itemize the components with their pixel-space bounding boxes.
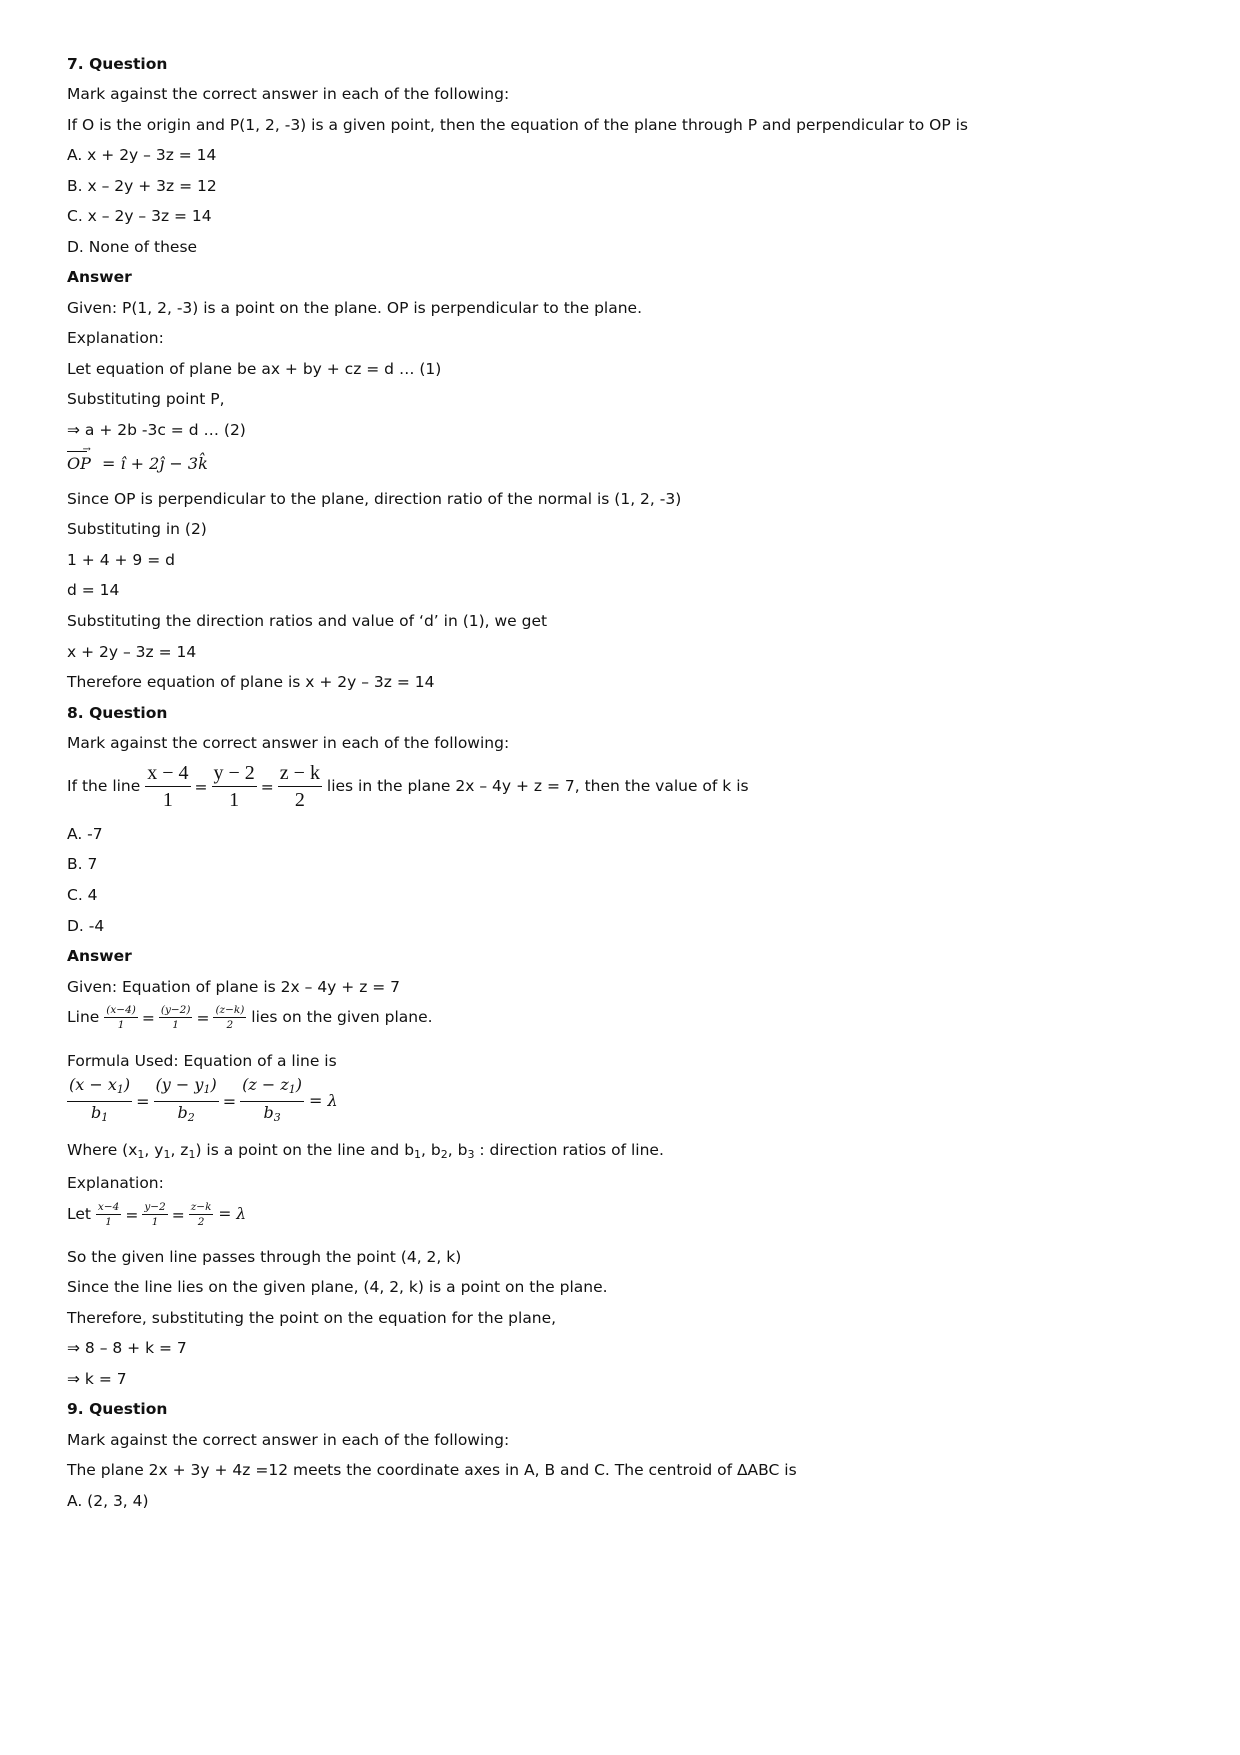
q8-step-2: Since the line lies on the given plane, (4, 2, k) is a point on the plane. bbox=[67, 1278, 608, 1296]
equals-sign: = bbox=[141, 1008, 155, 1027]
q7-vector-equation bbox=[67, 444, 208, 474]
q7-title: 7. Question bbox=[67, 55, 168, 73]
line-pre: Line bbox=[67, 1008, 100, 1026]
q8-fraction-x: $\frac{x - 4}{1}$ bbox=[147, 762, 189, 811]
q7-text: If O is the origin and P(1, 2, -3) is a given point, then the equation of the plane through P and perpendicular to OP is bbox=[67, 116, 968, 134]
line-fraction-y: $\frac{(y-2)}{1}$ bbox=[160, 1004, 191, 1031]
q8-option-d: D. -4 bbox=[67, 917, 105, 935]
q8-given: Given: Equation of plane is 2x – 4y + z = 7 bbox=[67, 978, 401, 996]
line-fraction-z: $\frac{(z-k)}{2}$ bbox=[215, 1004, 245, 1031]
q8-option-c: C. 4 bbox=[67, 886, 98, 904]
equals-sign: = bbox=[222, 1091, 237, 1111]
q7-option-a: A. x + 2y – 3z = 14 bbox=[67, 146, 217, 164]
formula-fraction-y: $\frac{(y - y_1)}{b_2}$ bbox=[155, 1075, 217, 1124]
let-fraction-z: $\frac{z-k}{2}$ bbox=[190, 1201, 212, 1228]
equals-sign: = bbox=[125, 1205, 139, 1224]
q8-step-5: ⇒ k = 7 bbox=[67, 1370, 127, 1388]
q8-text-pre: If the line bbox=[67, 777, 141, 795]
q8-option-b: B. 7 bbox=[67, 855, 98, 873]
q7-instruction: Mark against the correct answer in each of the following: bbox=[67, 85, 510, 103]
equals-sign: = bbox=[194, 777, 208, 796]
q8-answer-heading: Answer bbox=[67, 947, 132, 965]
equals-sign: = bbox=[260, 777, 274, 796]
q8-step-4: ⇒ 8 – 8 + k = 7 bbox=[67, 1339, 187, 1357]
vector-expression: = î + 2ĵ − 3k̂ bbox=[101, 454, 208, 473]
q7-option-d: D. None of these bbox=[67, 238, 198, 256]
q8-text-post: lies in the plane 2x – 4y + z = 7, then the value of k is bbox=[326, 777, 749, 795]
let-fraction-x: $\frac{x-4}{1}$ bbox=[97, 1201, 120, 1228]
q9-option-a: A. (2, 3, 4) bbox=[67, 1492, 149, 1510]
q7-answer-heading: Answer bbox=[67, 268, 132, 286]
q8-let-equation bbox=[67, 1197, 246, 1232]
vector-op: → OP bbox=[67, 444, 91, 473]
q8-instruction: Mark against the correct answer in each of the following: bbox=[67, 734, 510, 752]
q8-where: Where ($x_1$, $y_1$, $z_1$) is a point on the line and $b_1$, $b_2$, $b_3$ : direction ratios of line. bbox=[67, 1141, 664, 1161]
q7-given: Given: P(1, 2, -3) is a point on the plane. OP is perpendicular to the plane. bbox=[67, 299, 643, 317]
q7-step-6: 1 + 4 + 9 = d bbox=[67, 551, 175, 569]
equals-sign: = bbox=[196, 1008, 210, 1027]
equals-sign: = bbox=[136, 1091, 150, 1111]
q8-explanation-heading: Explanation: bbox=[67, 1174, 164, 1192]
q7-step-4: Since OP is perpendicular to the plane, direction ratio of the normal is (1, 2, -3) bbox=[67, 490, 682, 508]
q7-step-1: Let equation of plane be ax + by + cz = d … (1) bbox=[67, 360, 442, 378]
q7-step-3: ⇒ a + 2b -3c = d … (2) bbox=[67, 421, 246, 439]
formula-fraction-x: $\frac{(x - x_1)}{b_1}$ bbox=[69, 1075, 131, 1124]
q9-text: The plane 2x + 3y + 4z =12 meets the coordinate axes in A, B and C. The centroid of ΔABC is bbox=[67, 1461, 797, 1479]
q8-title: 8. Question bbox=[67, 704, 168, 722]
let-pre: Let bbox=[67, 1205, 91, 1223]
q8-step-3: Therefore, substituting the point on the equation for the plane, bbox=[67, 1309, 557, 1327]
equals-sign: = bbox=[171, 1205, 185, 1224]
vector-label: OP bbox=[67, 454, 91, 473]
q7-explanation-heading: Explanation: bbox=[67, 329, 164, 347]
q8-step-1: So the given line passes through the point (4, 2, k) bbox=[67, 1248, 462, 1266]
q7-option-b: B. x – 2y + 3z = 12 bbox=[67, 177, 217, 195]
q7-step-9: x + 2y – 3z = 14 bbox=[67, 643, 197, 661]
q7-step-5: Substituting in (2) bbox=[67, 520, 207, 538]
line-fraction-x: $\frac{(x-4)}{1}$ bbox=[106, 1004, 136, 1031]
q8-fraction-y: $\frac{y - 2}{1}$ bbox=[213, 762, 255, 811]
q7-option-c: C. x – 2y – 3z = 14 bbox=[67, 207, 212, 225]
q8-option-a: A. -7 bbox=[67, 825, 103, 843]
q9-title: 9. Question bbox=[67, 1400, 168, 1418]
q7-step-7: d = 14 bbox=[67, 581, 120, 599]
q8-formula-heading: Formula Used: Equation of a line is bbox=[67, 1052, 337, 1070]
q8-text bbox=[67, 758, 749, 815]
q9-instruction: Mark against the correct answer in each of the following: bbox=[67, 1431, 510, 1449]
q8-fraction-z: $\frac{z - k}{2}$ bbox=[279, 762, 320, 811]
formula-fraction-z: $\frac{(z - z_1)}{b_3}$ bbox=[242, 1075, 303, 1124]
formula-rhs: = λ bbox=[308, 1091, 338, 1110]
q7-step-10: Therefore equation of plane is x + 2y – 3z = 14 bbox=[67, 673, 435, 691]
let-rhs: = λ bbox=[218, 1205, 247, 1223]
q7-step-8: Substituting the direction ratios and value of ‘d’ in (1), we get bbox=[67, 612, 548, 630]
q8-line-statement bbox=[67, 1000, 433, 1035]
let-fraction-y: $\frac{y-2}{1}$ bbox=[144, 1201, 166, 1228]
q7-step-2: Substituting point P, bbox=[67, 390, 225, 408]
q8-line-formula bbox=[67, 1075, 338, 1128]
line-post: lies on the given plane. bbox=[251, 1008, 433, 1026]
